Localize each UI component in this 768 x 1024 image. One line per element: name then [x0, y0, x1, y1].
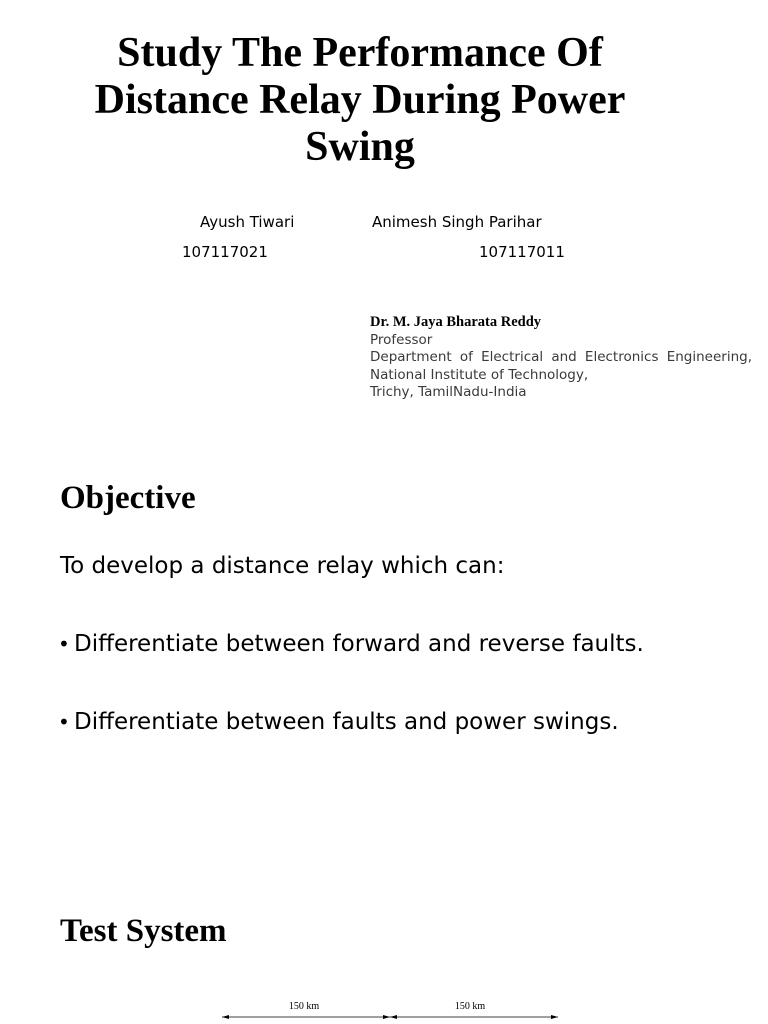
title-line-2: Distance Relay During Power	[94, 77, 626, 123]
supervisor-designation: Professor	[370, 331, 433, 348]
objective-bullet-1-text: Differentiate between forward and reverse faults.	[74, 631, 644, 657]
bullet-dot-icon: •	[58, 710, 70, 734]
author-1-roll-number: 107117021	[182, 243, 268, 261]
supervisor-name: Dr. M. Jaya Bharata Reddy	[370, 314, 542, 330]
author-2-name: Animesh Singh Parihar	[372, 213, 542, 231]
title-line-3: Swing	[305, 124, 415, 170]
supervisor-location: Trichy, TamilNadu-India	[370, 384, 527, 400]
document-title	[40, 30, 680, 171]
objective-bullet-1	[58, 630, 644, 658]
test-system-heading: Test System	[60, 913, 227, 949]
author-1-name: Ayush Tiwari	[200, 213, 295, 231]
objective-bullet-2	[58, 708, 619, 736]
segment-1-left-arrow-icon	[222, 1015, 229, 1019]
segment-2-right-arrow-icon	[551, 1015, 558, 1019]
objective-bullet-2-text: Differentiate between faults and power swings.	[74, 709, 619, 735]
supervisor-department: Department of Electrical and Electronics Engineering, National Institute of Technology,	[370, 349, 752, 383]
segment-1-right-arrow-icon	[383, 1015, 390, 1019]
test-system-diagram	[200, 995, 570, 1024]
objective-heading: Objective	[60, 480, 196, 516]
supervisor-block	[370, 314, 752, 402]
title-line-1: Study The Performance Of	[117, 30, 603, 76]
bullet-dot-icon: •	[58, 632, 70, 656]
author-2-roll-number: 107117011	[479, 243, 565, 261]
segment-2-length-label: 150 km	[454, 1001, 486, 1012]
segment-2-left-arrow-icon	[390, 1015, 397, 1019]
segment-1-length-label: 150 km	[288, 1001, 320, 1012]
objective-intro: To develop a distance relay which can:	[60, 553, 505, 579]
